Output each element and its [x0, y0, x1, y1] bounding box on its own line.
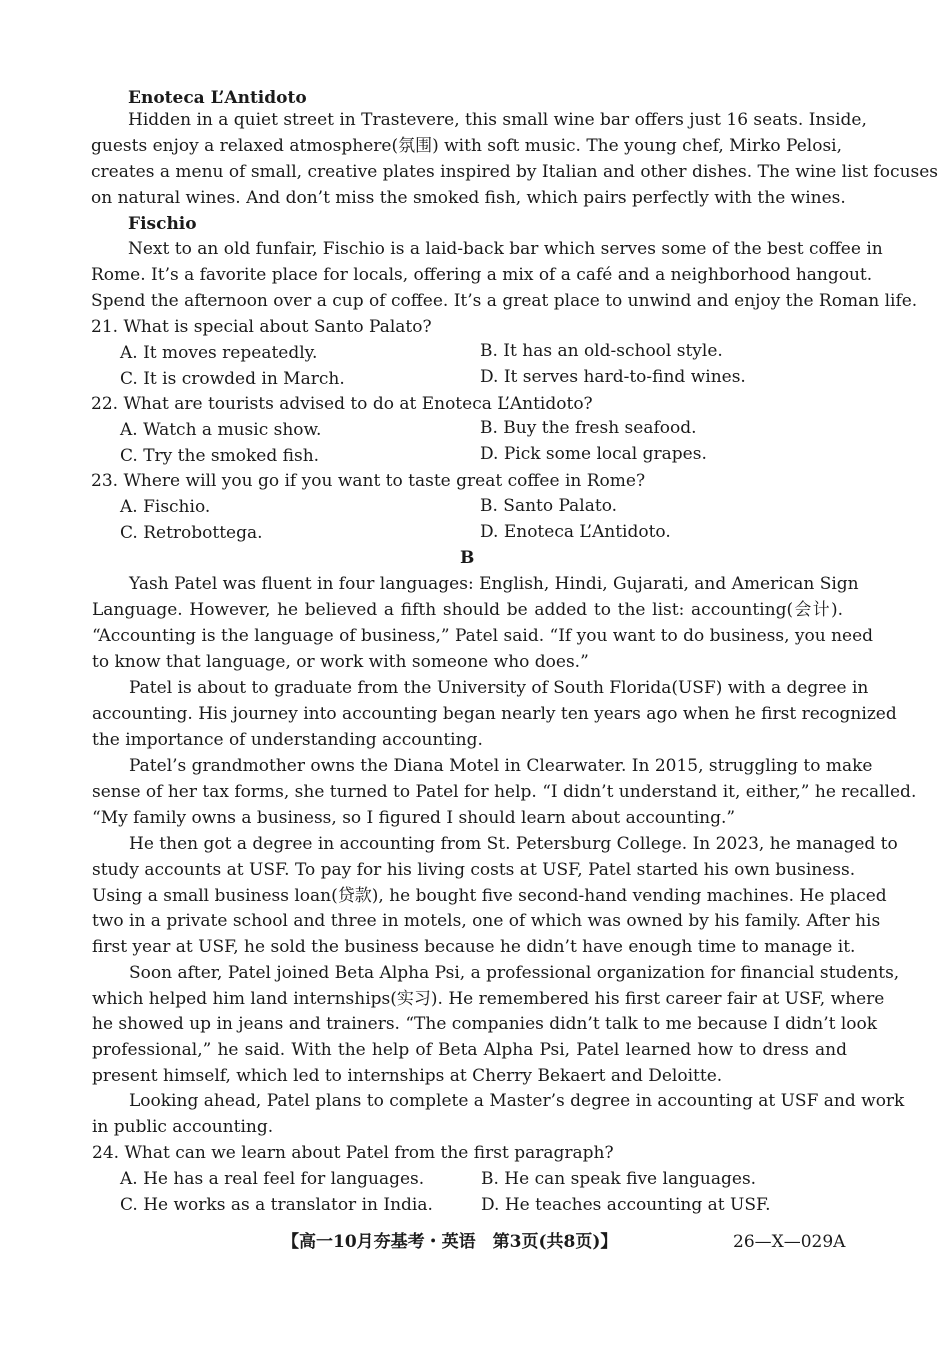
- passage-line: Patel’s grandmother owns the Diana Motel in Clearwater. In 2015, struggling to make: [129, 756, 873, 776]
- enoteca-line: guests enjoy a relaxed atmosphere(氛围) with soft music. The young chef, Mirko Pelosi,: [91, 136, 843, 156]
- passage-line: study accounts at USF. To pay for his living costs at USF, Patel started his own business.: [92, 860, 856, 880]
- option-b: B. Santo Palato.: [480, 496, 618, 516]
- option-d: D. Enoteca L’Antidoto.: [480, 522, 671, 542]
- passage-line: Looking ahead, Patel plans to complete a Master’s degree in accounting at USF and work: [129, 1091, 905, 1111]
- option-c: C. It is crowded in March.: [120, 369, 345, 389]
- option-a: A. It moves repeatedly.: [120, 343, 318, 363]
- passage-line: to know that language, or work with someone who does.”: [92, 652, 589, 672]
- passage-line: He then got a degree in accounting from St. Petersburg College. In 2023, he managed to: [129, 834, 898, 854]
- question-stem: 22. What are tourists advised to do at Enoteca L’Antidoto?: [91, 394, 593, 414]
- option-b: B. Buy the fresh seafood.: [480, 418, 697, 438]
- enoteca-line: creates a menu of small, creative plates inspired by Italian and other dishes. The wine list focuses: [91, 162, 939, 182]
- passage-line: the importance of understanding accounting.: [92, 730, 483, 750]
- passage-line: Patel is about to graduate from the University of South Florida(USF) with a degree in: [129, 678, 869, 698]
- option-b: B. It has an old-school style.: [480, 341, 723, 361]
- enoteca-heading: Enoteca L’Antidoto: [128, 88, 307, 108]
- passage-line: Language. However, he believed a fifth should be added to the list: accounting(会计).: [92, 600, 843, 620]
- passage-line: which helped him land internships(实习). He remembered his first career fair at USF, where: [92, 989, 885, 1009]
- passage-line: accounting. His journey into accounting began nearly ten years ago when he first recognized: [92, 704, 897, 724]
- page-footer-code: 26—X—029A: [733, 1232, 846, 1252]
- passage-line: two in a private school and three in motels, one of which was owned by his family. After his: [92, 911, 881, 931]
- enoteca-line: Hidden in a quiet street in Trastevere, this small wine bar offers just 16 seats. Inside,: [128, 110, 867, 130]
- question-stem: 21. What is special about Santo Palato?: [91, 317, 432, 337]
- option-a: A. Watch a music show.: [120, 420, 322, 440]
- option-a: A. Fischio.: [120, 497, 211, 517]
- option-c: C. Retrobottega.: [120, 523, 263, 543]
- fischio-heading: Fischio: [128, 214, 197, 234]
- option-c: C. He works as a translator in India.: [120, 1195, 433, 1215]
- passage-line: “My family owns a business, so I figured I should learn about accounting.”: [92, 808, 736, 828]
- option-a: A. He has a real feel for languages.: [120, 1169, 425, 1189]
- passage-line: Using a small business loan(贷款), he bought five second-hand vending machines. He placed: [92, 886, 887, 906]
- section-label: B: [460, 548, 475, 568]
- option-b: B. He can speak five languages.: [481, 1169, 757, 1189]
- question-stem: 24. What can we learn about Patel from the first paragraph?: [92, 1143, 614, 1163]
- question-stem: 23. Where will you go if you want to taste great coffee in Rome?: [91, 471, 646, 491]
- fischio-line: Spend the afternoon over a cup of coffee. It’s a great place to unwind and enjoy the Roman life.: [91, 291, 918, 311]
- passage-line: first year at USF, he sold the business because he didn’t have enough time to manage it.: [92, 937, 856, 957]
- passage-line: present himself, which led to internships at Cherry Bekaert and Deloitte.: [92, 1066, 723, 1086]
- passage-line: in public accounting.: [92, 1117, 274, 1137]
- option-d: D. It serves hard-to-find wines.: [480, 367, 746, 387]
- fischio-line: Next to an old funfair, Fischio is a laid-back bar which serves some of the best coffee in: [128, 239, 883, 259]
- option-d: D. Pick some local grapes.: [480, 444, 707, 464]
- passage-line: Yash Patel was fluent in four languages: English, Hindi, Gujarati, and American Sign: [129, 574, 859, 594]
- option-c: C. Try the smoked fish.: [120, 446, 320, 466]
- enoteca-line: on natural wines. And don’t miss the smoked fish, which pairs perfectly with the wines.: [91, 188, 846, 208]
- option-d: D. He teaches accounting at USF.: [481, 1195, 771, 1215]
- passage-line: he showed up in jeans and trainers. “The companies didn’t talk to me because I didn’t look: [92, 1014, 878, 1034]
- fischio-line: Rome. It’s a favorite place for locals, offering a mix of a café and a neighborhood hangout.: [91, 265, 873, 285]
- page-footer-title: 【高一10月夯基考・英语 第3页(共8页)】: [282, 1232, 618, 1252]
- passage-line: professional,” he said. With the help of Beta Alpha Psi, Patel learned how to dress and: [92, 1040, 847, 1060]
- passage-line: sense of her tax forms, she turned to Patel for help. “I didn’t understand it, either,” he recalled.: [92, 782, 917, 802]
- passage-line: Soon after, Patel joined Beta Alpha Psi, a professional organization for financial students,: [129, 963, 900, 983]
- passage-line: “Accounting is the language of business,” Patel said. “If you want to do business, you need: [92, 626, 874, 646]
